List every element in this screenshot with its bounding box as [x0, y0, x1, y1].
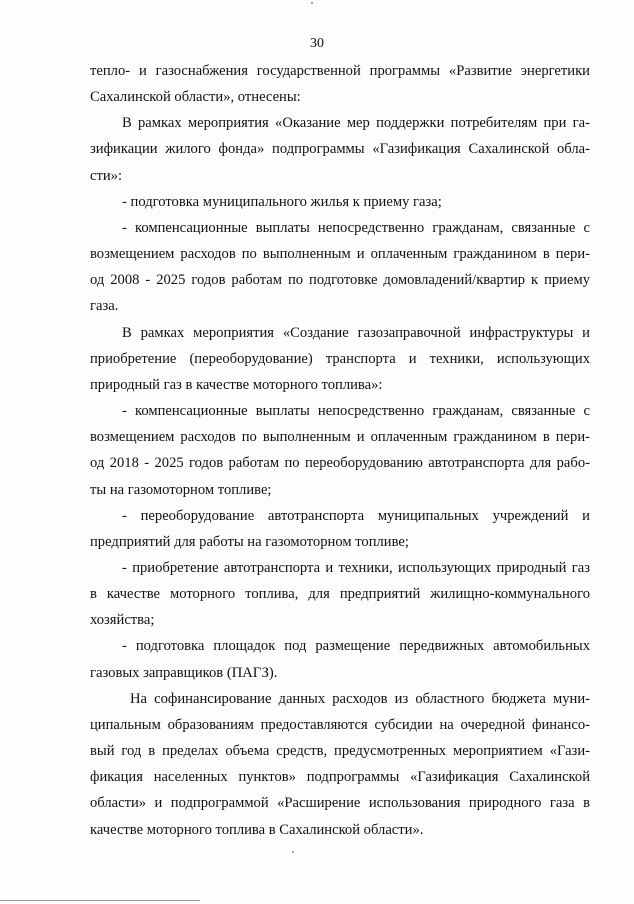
text-line: сти»: — [90, 167, 123, 184]
text-line: - компенсационные выплаты непосредственно гражданам, связанные с — [122, 219, 590, 236]
page-edge-line — [0, 900, 200, 901]
text-line: вый год в пределах объема средств, предусмотренных мероприятием «Гази- — [90, 743, 590, 760]
text-line: газа. — [90, 298, 119, 315]
text-line: в качестве моторного топлива, для предприятий жилищно-коммунального — [90, 586, 590, 603]
text-line: предприятий для работы на газомоторном топливе; — [90, 533, 409, 550]
text-line: - приобретение автотранспорта и техники, использующих природный газ — [122, 559, 590, 576]
text-line: - переоборудование автотранспорта муниципальных учреждений и — [122, 507, 590, 524]
scan-speck — [292, 851, 294, 853]
text-line: возмещением расходов по выполненным и оплаченным гражданином в пери- — [90, 246, 590, 263]
page-number: 30 — [310, 36, 324, 51]
text-line: качестве моторного топлива в Сахалинской области». — [90, 821, 424, 838]
text-line: В рамках мероприятия «Создание газозаправочной инфраструктуры и — [122, 324, 590, 341]
text-line: природный газ в качестве моторного топлива»: — [90, 376, 383, 393]
text-line: хозяйства; — [90, 612, 155, 629]
text-line: приобретение (переоборудование) транспорта и техники, использующих — [90, 350, 590, 367]
document-body — [90, 58, 590, 843]
text-line: зификации жилого фонда» подпрограммы «Газификация Сахалинской обла- — [90, 141, 590, 158]
text-line: ципальным образованиям предоставляются субсидии на очередной финансо- — [90, 716, 590, 733]
text-line: - подготовка площадок под размещение передвижных автомобильных — [122, 638, 590, 655]
text-line: тепло- и газоснабжения государственной программы «Развитие энергетики — [90, 63, 590, 79]
text-line: В рамках мероприятия «Оказание мер поддержки потребителям при га- — [122, 115, 590, 132]
text-line: области» и подпрограммой «Расширение использования природного газа в — [90, 795, 590, 812]
text-line: На софинансирование данных расходов из областного бюджета муни- — [130, 690, 590, 707]
text-line: од 2018 - 2025 годов работам по переоборудованию автотранспорта для рабо- — [90, 455, 590, 472]
scan-speck — [311, 2, 313, 4]
text-line: возмещением расходов по выполненным и оплаченным гражданином в пери- — [90, 429, 590, 446]
text-line: - подготовка муниципального жилья к приему газа; — [122, 193, 442, 210]
text-line: фикация населенных пунктов» подпрограммы «Газификация Сахалинской — [90, 769, 590, 786]
text-line: од 2008 - 2025 годов работам по подготовке домовладений/квартир к приему — [90, 272, 590, 289]
text-line: ты на газомоторном топливе; — [90, 481, 272, 498]
text-line: газовых заправщиков (ПАГЗ). — [90, 664, 278, 681]
text-line: - компенсационные выплаты непосредственно гражданам, связанные с — [122, 403, 590, 420]
text-line: Сахалинской области», отнесены: — [90, 89, 301, 106]
